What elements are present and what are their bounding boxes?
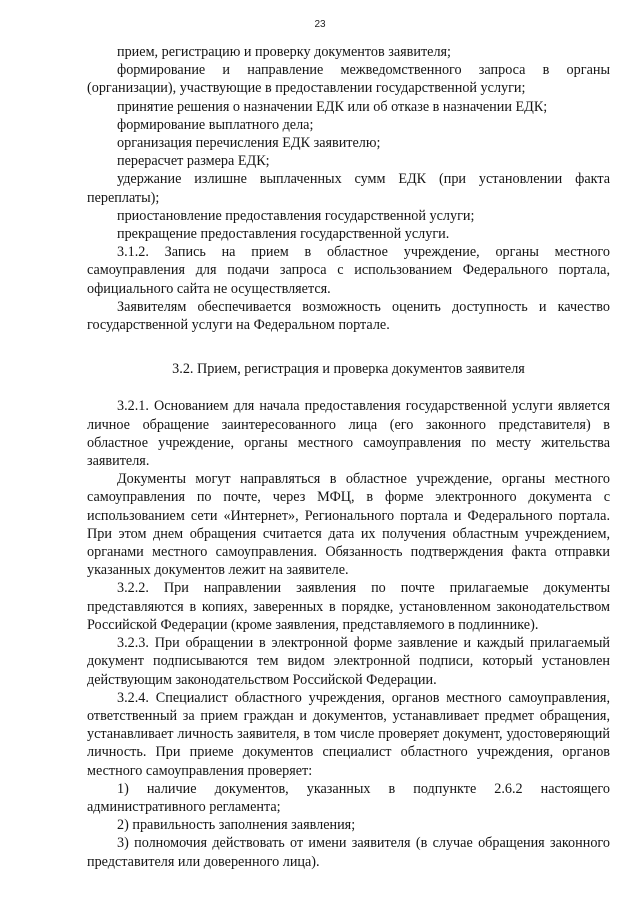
list-item: формирование и направление межведомственного запроса в органы (организации), участвующие в предоставлении государственной услуги; xyxy=(87,62,610,97)
section-heading: 3.2. Прием, регистрация и проверка документов заявителя xyxy=(172,361,525,378)
list-item: 3) полномочия действовать от имени заявителя (в случае обращения законного представителя или доверенного лица). xyxy=(87,835,610,870)
list-item: прекращение предоставления государственной услуги. xyxy=(117,226,450,243)
list-item: приостановление предоставления государственной услуги; xyxy=(117,207,475,224)
paragraph: 3.1.2. Запись на прием в областное учреждение, органы местного самоуправления для подачи запроса с использованием Федерального портала, официального сайта не осуществляется. xyxy=(87,244,610,297)
list-item: 2) правильность заполнения заявления; xyxy=(117,817,356,834)
list-item: принятие решения о назначении ЕДК или об отказе в назначении ЕДК; xyxy=(117,98,548,115)
list-item: 1) наличие документов, указанных в подпункте 2.6.2 настоящего административного регламента; xyxy=(87,780,610,815)
list-item: прием, регистрацию и проверку документов заявителя; xyxy=(117,44,451,60)
paragraph: 3.2.2. При направлении заявления по почте прилагаемые документы представляются в копиях, заверенных в порядке, установленном законодательством Российской Федерации (кроме заявления, представляемого в подлиннике). xyxy=(87,580,610,633)
paragraph: 3.2.3. При обращении в электронной форме заявление и каждый прилагаемый документ подписываются тем видом электронной подписи, который установлен действующим законодательством Российской Федерации. xyxy=(87,635,610,688)
list-item: формирование выплатного дела; xyxy=(117,116,314,133)
paragraph: Заявителям обеспечивается возможность оценить доступность и качество государственной услуги на Федеральном портале. xyxy=(87,298,610,334)
page-number: 23 xyxy=(314,19,326,30)
paragraph: Документы могут направляться в областное учреждение, органы местного самоуправления по почте, через МФЦ, в форме электронного документа с использованием сети «Интернет», Регионального портала и Федерального портала. При этом днем обращения считается дата их получения областным учреждением, органами местного самоуправления. Обязанность подтверждения факта отправки указанных документов лежит на заявителе. xyxy=(87,471,610,579)
list-item: удержание излишне выплаченных сумм ЕДК (при установлении факта переплаты); xyxy=(87,171,610,206)
paragraph: 3.2.1. Основанием для начала предоставления государственной услуги является личное обращение заинтересованного лица (его законного представителя) в областное учреждение, органы местного самоуправления по месту жительства заявителя. xyxy=(87,398,610,470)
paragraph: 3.2.4. Специалист областного учреждения, органов местного самоуправления, ответственный за прием граждан и документов, устанавливает предмет обращения, устанавливает личность заявителя, в том числе проверяет документ, удостоверяющий личность. При приеме документов специалист областного учреждения, органов местного самоуправления проверяет: xyxy=(87,689,610,779)
list-item: организация перечисления ЕДК заявителю; xyxy=(117,135,381,152)
list-item: перерасчет размера ЕДК; xyxy=(117,153,270,170)
document-body xyxy=(87,43,610,871)
